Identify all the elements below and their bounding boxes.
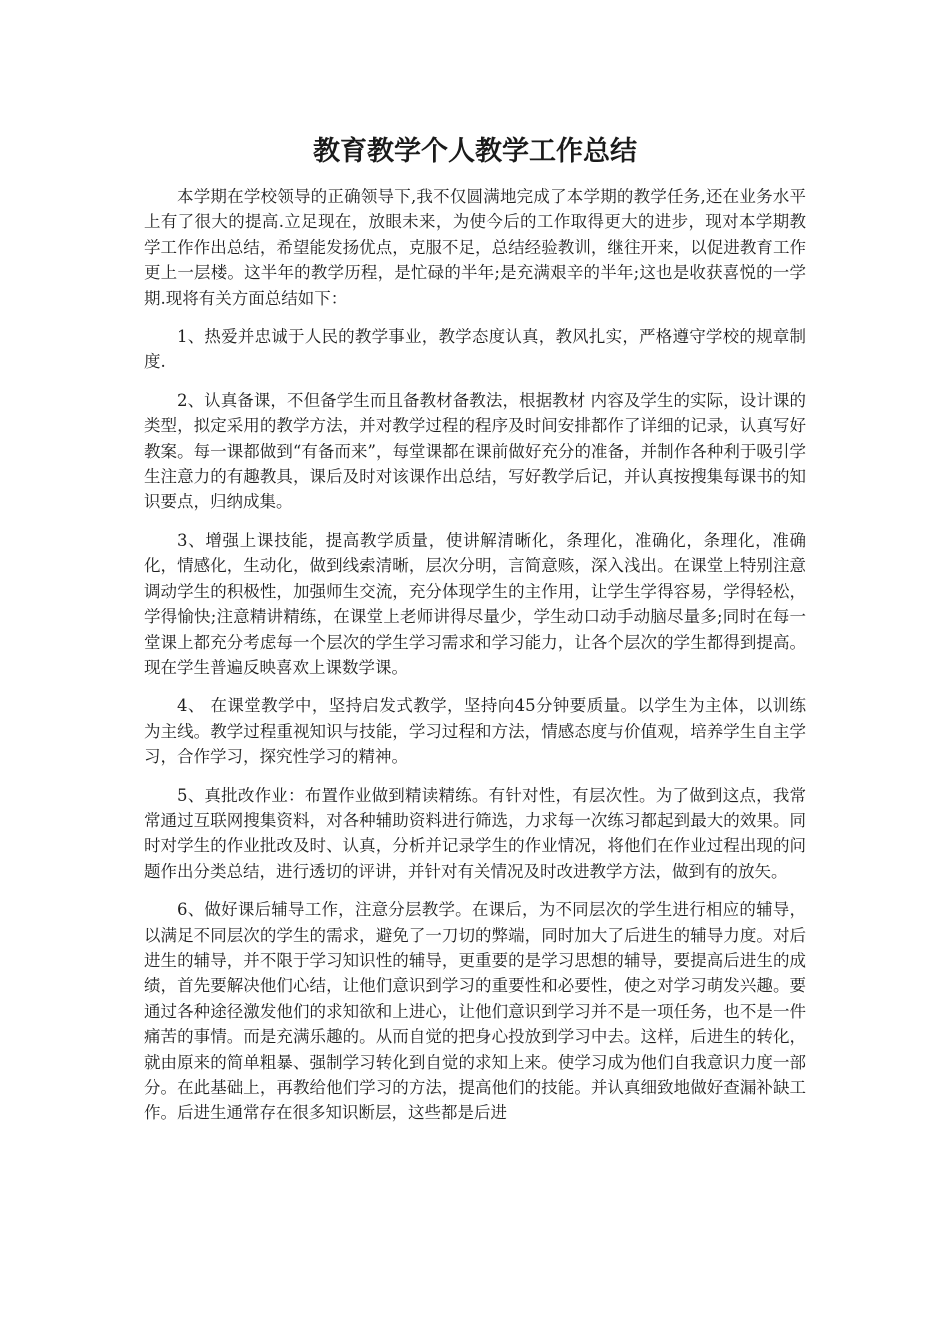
paragraph-item-2: 2、认真备课，不但备学生而且备教材备教法，根据教材 内容及学生的实际，设计课的类型，拟定采用的教学方法，并对教学过程的程序及时间安排都作了详细的记录，认真写好教案。每一课都做到“有备而来”，每堂课都在课前做好充分的准备，并制作各种利于吸引学生注意力的有趣教具，课后及时对该课作出总结，写好教学后记，并认真按搜集每课书的知识要点，归纳成集。 [144, 390, 806, 512]
document-body [144, 184, 806, 1139]
paragraph-intro: 本学期在学校领导的正确领导下,我不仅圆满地完成了本学期的教学任务,还在业务水平上有了很大的提高.立足现在，放眼未来，为使今后的工作取得更大的进步，现对本学期教学工作作出总结，希望能发扬优点，克服不足，总结经验教训，继往开来，以促进教育工作更上一层楼。这半年的教学历程，是忙碌的半年;是充满艰辛的半年;这也是收获喜悦的一学期.现将有关方面总结如下： [144, 187, 806, 308]
paragraph-item-5: 5、真批改作业：布置作业做到精读精练。有针对性，有层次性。为了做到这点，我常常通过互联网搜集资料，对各种辅助资料进行筛选，力求每一次练习都起到最大的效果。同时对学生的作业批改及时、认真，分析并记录学生的作业情况，将他们在作业过程出现的问题作出分类总结，进行透切的评讲，并针对有关情况及时改进教学方法，做到有的放矢。 [144, 785, 806, 881]
paragraph-item-4: 4、 在课堂教学中，坚持启发式教学，坚持向45分钟要质量。以学生为主体，以训练为主线。教学过程重视知识与技能，学习过程和方法，情感态度与价值观，培养学生自主学习，合作学习，探究性学习的精神。 [144, 696, 806, 767]
paragraph-item-3: 3、增强上课技能，提高教学质量，使讲解清晰化，条理化，准确化，条理化，准确化，情感化，生动化，做到线索清晰，层次分明，言简意赅，深入浅出。在课堂上特别注意调动学生的积极性，加强师生交流，充分体现学生的主作用，让学生学得容易，学得轻松，学得愉快;注意精讲精练，在课堂上老师讲得尽量少，学生动口动手动脑尽量多;同时在每一堂课上都充分考虑每一个层次的学生学习需求和学习能力，让各个层次的学生都得到提高。现在学生普遍反映喜欢上课数学课。 [144, 530, 806, 677]
document-title: 教育教学个人教学工作总结 [313, 136, 637, 167]
paragraph-item-6: 6、做好课后辅导工作，注意分层教学。在课后，为不同层次的学生进行相应的辅导，以满足不同层次的学生的需求，避免了一刀切的弊端，同时加大了后进生的辅导力度。对后进生的辅导，并不限于学习知识性的辅导，更重要的是学习思想的辅导，要提高后进生的成绩，首先要解决他们心结，让他们意识到学习的重要性和必要性，使之对学习萌发兴趣。要通过各种途径激发他们的求知欲和上进心，让他们意识到学习并不是一项任务，也不是一件痛苦的事情。而是充满乐趣的。从而自觉的把身心投放到学习中去。这样，后进生的转化，就由原来的简单粗暴、强制学习转化到自觉的求知上来。使学习成为他们自我意识力度一部分。在此基础上，再教给他们学习的方法，提高他们的技能。并认真细致地做好查漏补缺工作。后进生通常存在很多知识断层，这些都是后进 [144, 900, 806, 1123]
paragraph-item-1: 1、热爱并忠诚于人民的教学事业，教学态度认真，教风扎实，严格遵守学校的规章制度. [144, 327, 806, 372]
